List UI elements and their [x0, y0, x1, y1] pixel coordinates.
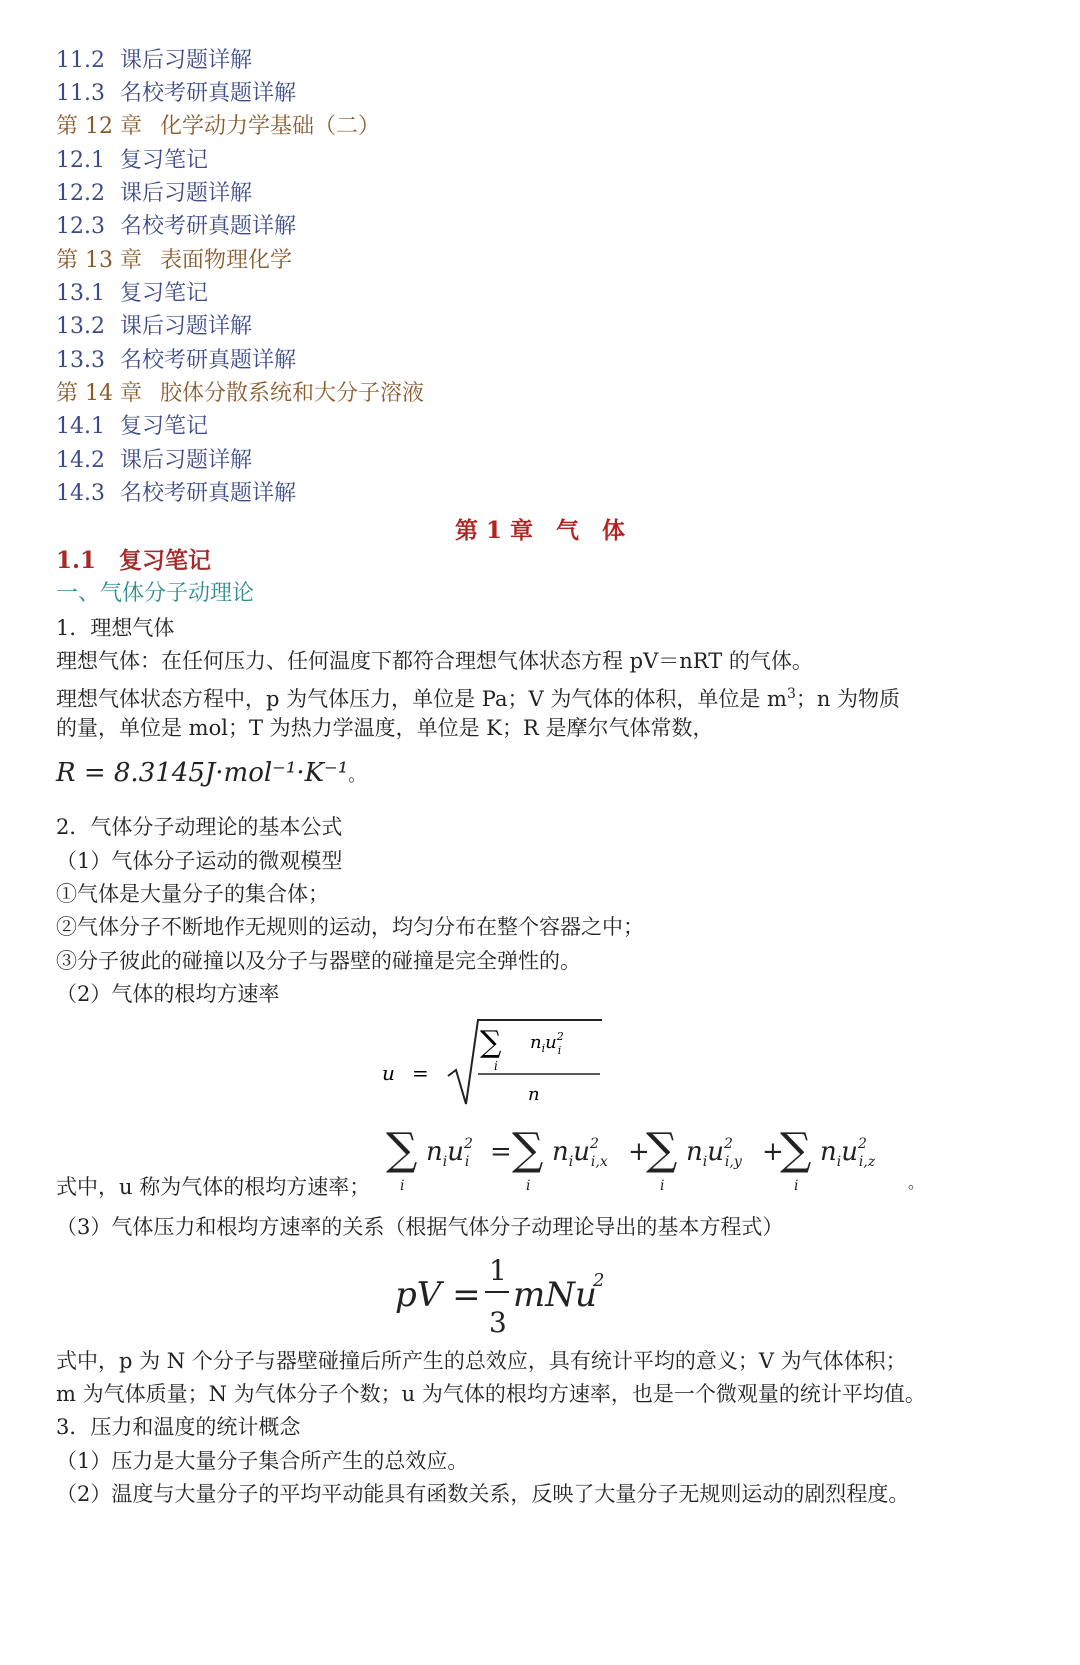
subsection-title: 一、气体分子动理论	[56, 581, 255, 606]
svg-text:=: =	[490, 1137, 512, 1167]
chapter-title: 第 1 章 气 体	[454, 517, 626, 544]
paragraph-text: 式中，u 称为气体的根均方速率；	[56, 1175, 371, 1199]
svg-text:mNu: mNu	[513, 1275, 597, 1315]
toc-item[interactable]: 14.2 课后习题详解	[56, 448, 253, 473]
svg-text:∑: ∑	[512, 1124, 544, 1175]
svg-text:1: 1	[489, 1254, 507, 1287]
rms-speed-formula	[370, 1012, 620, 1112]
toc-item[interactable]: 12.1 复习笔记	[56, 148, 209, 173]
paragraph-text: （1）气体分子运动的微观模型	[56, 849, 343, 873]
paragraph-text: （3）气体压力和根均方速率的关系（根据气体分子动理论导出的基本方程式）	[56, 1215, 784, 1239]
svg-text:i: i	[660, 1178, 665, 1194]
svg-text:niu2i,y: $n_iu^2$ i,y	[686, 1136, 742, 1170]
toc-item[interactable]: 13.1 复习笔记	[56, 281, 209, 306]
svg-text:。: 。	[908, 1173, 925, 1192]
sum-symbol: ∑	[480, 1025, 502, 1060]
svg-text:∑: ∑	[646, 1124, 678, 1175]
toc-item[interactable]: 13.3 名校考研真题详解	[56, 348, 297, 373]
toc-item[interactable]: 11.3 名校考研真题详解	[56, 81, 297, 106]
paragraph-text: 理想气体：在任何压力、任何温度下都符合理想气体状态方程 pV＝nRT 的气体。	[56, 649, 813, 673]
svg-text:2: 2	[593, 1270, 605, 1291]
svg-text:+: +	[628, 1137, 650, 1167]
toc-chapter[interactable]: 第 14 章 胶体分散系统和大分子溶液	[56, 381, 425, 406]
sum-identity-formula	[380, 1116, 940, 1196]
paragraph-heading: 1．理想气体	[56, 616, 175, 640]
u-label: u	[382, 1061, 395, 1085]
toc-item[interactable]: 11.2 课后习题详解	[56, 48, 253, 73]
paragraph-text: m 为气体质量；N 为气体分子个数；u 为气体的根均方速率，也是一个微观量的统计平均值。	[56, 1382, 926, 1406]
toc-item[interactable]: 13.2 课后习题详解	[56, 314, 253, 339]
toc-item[interactable]: 12.3 名校考研真题详解	[56, 214, 297, 239]
paragraph-heading: 3．压力和温度的统计概念	[56, 1415, 301, 1439]
svg-text:i: i	[400, 1178, 405, 1194]
svg-text:pV =: pV =	[395, 1275, 481, 1315]
svg-text:∑: ∑	[780, 1124, 812, 1175]
numerator-term: $n_iu^2$ i	[530, 1030, 564, 1057]
list-item: ②气体分子不断地作无规则的运动，均匀分布在整个容器之中；	[56, 915, 644, 939]
paragraph-text: 的量，单位是 mol；T 为热力学温度，单位是 K；R 是摩尔气体常数，	[56, 716, 714, 740]
toc-chapter[interactable]: 第 13 章 表面物理化学	[56, 248, 293, 273]
toc-item[interactable]: 14.3 名校考研真题详解	[56, 481, 297, 506]
svg-text:3: 3	[489, 1306, 507, 1339]
denominator: n	[528, 1084, 540, 1105]
svg-text:niu2i: $n_iu^2$ i	[426, 1136, 473, 1170]
svg-text:+: +	[762, 1137, 784, 1167]
toc-item[interactable]: 12.2 课后习题详解	[56, 181, 253, 206]
paragraph-text: 式中，p 为 N 个分子与器壁碰撞后所产生的总效应，具有统计平均的意义；V 为气体体积；	[56, 1349, 907, 1373]
list-item: ①气体是大量分子的集合体；	[56, 882, 329, 906]
svg-text:i: i	[794, 1178, 799, 1194]
toc-item[interactable]: 14.1 复习笔记	[56, 414, 209, 439]
svg-text:niu2i,x: $n_iu^2$ i,x	[552, 1136, 608, 1170]
equals-sign: =	[412, 1061, 429, 1085]
sum-index: i	[494, 1059, 498, 1073]
pv-formula	[395, 1250, 615, 1340]
svg-text:niu2i,z: $n_iu^2$ i,z	[820, 1136, 876, 1170]
paragraph-text: 理想气体状态方程中，p 为气体压力，单位是 Pa；V 为气体的体积，单位是 $m^3$；n 为物质	[56, 686, 901, 711]
list-item: ③分子彼此的碰撞以及分子与器壁的碰撞是完全弹性的。	[56, 949, 581, 973]
paragraph-text: （2）气体的根均方速率	[56, 982, 280, 1006]
paragraph-heading: 2．气体分子动理论的基本公式	[56, 815, 343, 839]
section-title: 1.1 复习笔记	[56, 547, 212, 574]
list-item: （2）温度与大量分子的平均平动能具有函数关系，反映了大量分子无规则运动的剧烈程度。	[56, 1482, 910, 1506]
sqrt-sign	[448, 1020, 602, 1104]
toc-chapter[interactable]: 第 12 章 化学动力学基础（二）	[56, 114, 381, 139]
svg-text:i: i	[526, 1178, 531, 1194]
list-item: （1）压力是大量分子集合所产生的总效应。	[56, 1449, 469, 1473]
svg-text:∑: ∑	[386, 1124, 418, 1175]
gas-constant-formula: R = 8.3145J·mol⁻¹·K⁻¹。	[56, 758, 367, 788]
